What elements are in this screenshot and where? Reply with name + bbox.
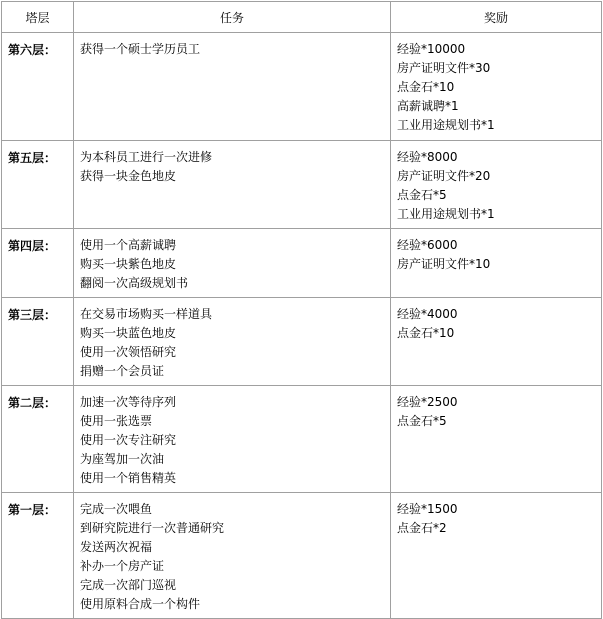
reward-cell (391, 386, 602, 493)
task-item: 补办一个房产证 (80, 559, 165, 573)
reward-item: 房产证明文件*10 (397, 257, 491, 271)
floor-row (2, 33, 602, 141)
reward-cell (391, 141, 602, 229)
task-item: 购买一块蓝色地皮 (80, 326, 177, 340)
task-item: 使用一张选票 (80, 414, 153, 428)
reward-cell (391, 229, 602, 298)
reward-item: 经验*4000 (397, 307, 458, 321)
reward-cell (391, 298, 602, 386)
task-cell (74, 33, 391, 141)
task-item: 获得一块金色地皮 (80, 169, 177, 183)
floor-label: 第六层： (2, 33, 74, 141)
floor-row (2, 229, 602, 298)
reward-item: 房产证明文件*30 (397, 61, 491, 75)
task-cell (74, 386, 391, 493)
task-cell (74, 229, 391, 298)
reward-item: 点金石*5 (397, 188, 447, 202)
reward-item: 工业用途规划书*1 (397, 118, 495, 132)
reward-item: 经验*1500 (397, 502, 458, 516)
task-item: 使用一个销售精英 (80, 471, 177, 485)
reward-item: 经验*6000 (397, 238, 458, 252)
floor-label: 第二层： (2, 386, 74, 493)
task-item: 为本科员工进行一次进修 (80, 150, 213, 164)
reward-item: 经验*8000 (397, 150, 458, 164)
floor-row (2, 298, 602, 386)
tower-task-table (1, 1, 602, 619)
task-cell (74, 298, 391, 386)
reward-item: 经验*10000 (397, 42, 466, 56)
task-item: 使用一次领悟研究 (80, 345, 177, 359)
task-item: 完成一次部门巡视 (80, 578, 177, 592)
task-item: 使用原料合成一个构件 (80, 597, 201, 611)
task-item: 捐赠一个会员证 (80, 364, 165, 378)
reward-cell (391, 493, 602, 619)
header-task: 任务 (74, 2, 391, 33)
floor-row (2, 141, 602, 229)
task-item: 使用一个高薪诚聘 (80, 238, 177, 252)
reward-item: 点金石*5 (397, 414, 447, 428)
task-item: 获得一个硕士学历员工 (80, 42, 201, 56)
floor-row (2, 386, 602, 493)
reward-item: 房产证明文件*20 (397, 169, 491, 183)
task-item: 加速一次等待序列 (80, 395, 177, 409)
floor-label: 第四层： (2, 229, 74, 298)
reward-item: 经验*2500 (397, 395, 458, 409)
header-row (2, 2, 602, 33)
task-item: 使用一次专注研究 (80, 433, 177, 447)
floor-row (2, 493, 602, 619)
task-item: 在交易市场购买一样道具 (80, 307, 213, 321)
header-floor: 塔层 (2, 2, 74, 33)
floor-label: 第一层： (2, 493, 74, 619)
reward-item: 工业用途规划书*1 (397, 207, 495, 221)
task-cell (74, 141, 391, 229)
task-item: 发送两次祝福 (80, 540, 153, 554)
floor-label: 第五层： (2, 141, 74, 229)
task-item: 完成一次喂鱼 (80, 502, 153, 516)
task-cell (74, 493, 391, 619)
floor-label: 第三层： (2, 298, 74, 386)
reward-item: 点金石*10 (397, 326, 455, 340)
reward-item: 点金石*2 (397, 521, 447, 535)
reward-item: 点金石*10 (397, 80, 455, 94)
task-item: 翻阅一次高级规划书 (80, 276, 189, 290)
header-reward: 奖励 (391, 2, 602, 33)
reward-cell (391, 33, 602, 141)
task-item: 为座驾加一次油 (80, 452, 165, 466)
reward-item: 高薪诚聘*1 (397, 99, 459, 113)
task-item: 到研究院进行一次普通研究 (80, 521, 225, 535)
task-item: 购买一块紫色地皮 (80, 257, 177, 271)
